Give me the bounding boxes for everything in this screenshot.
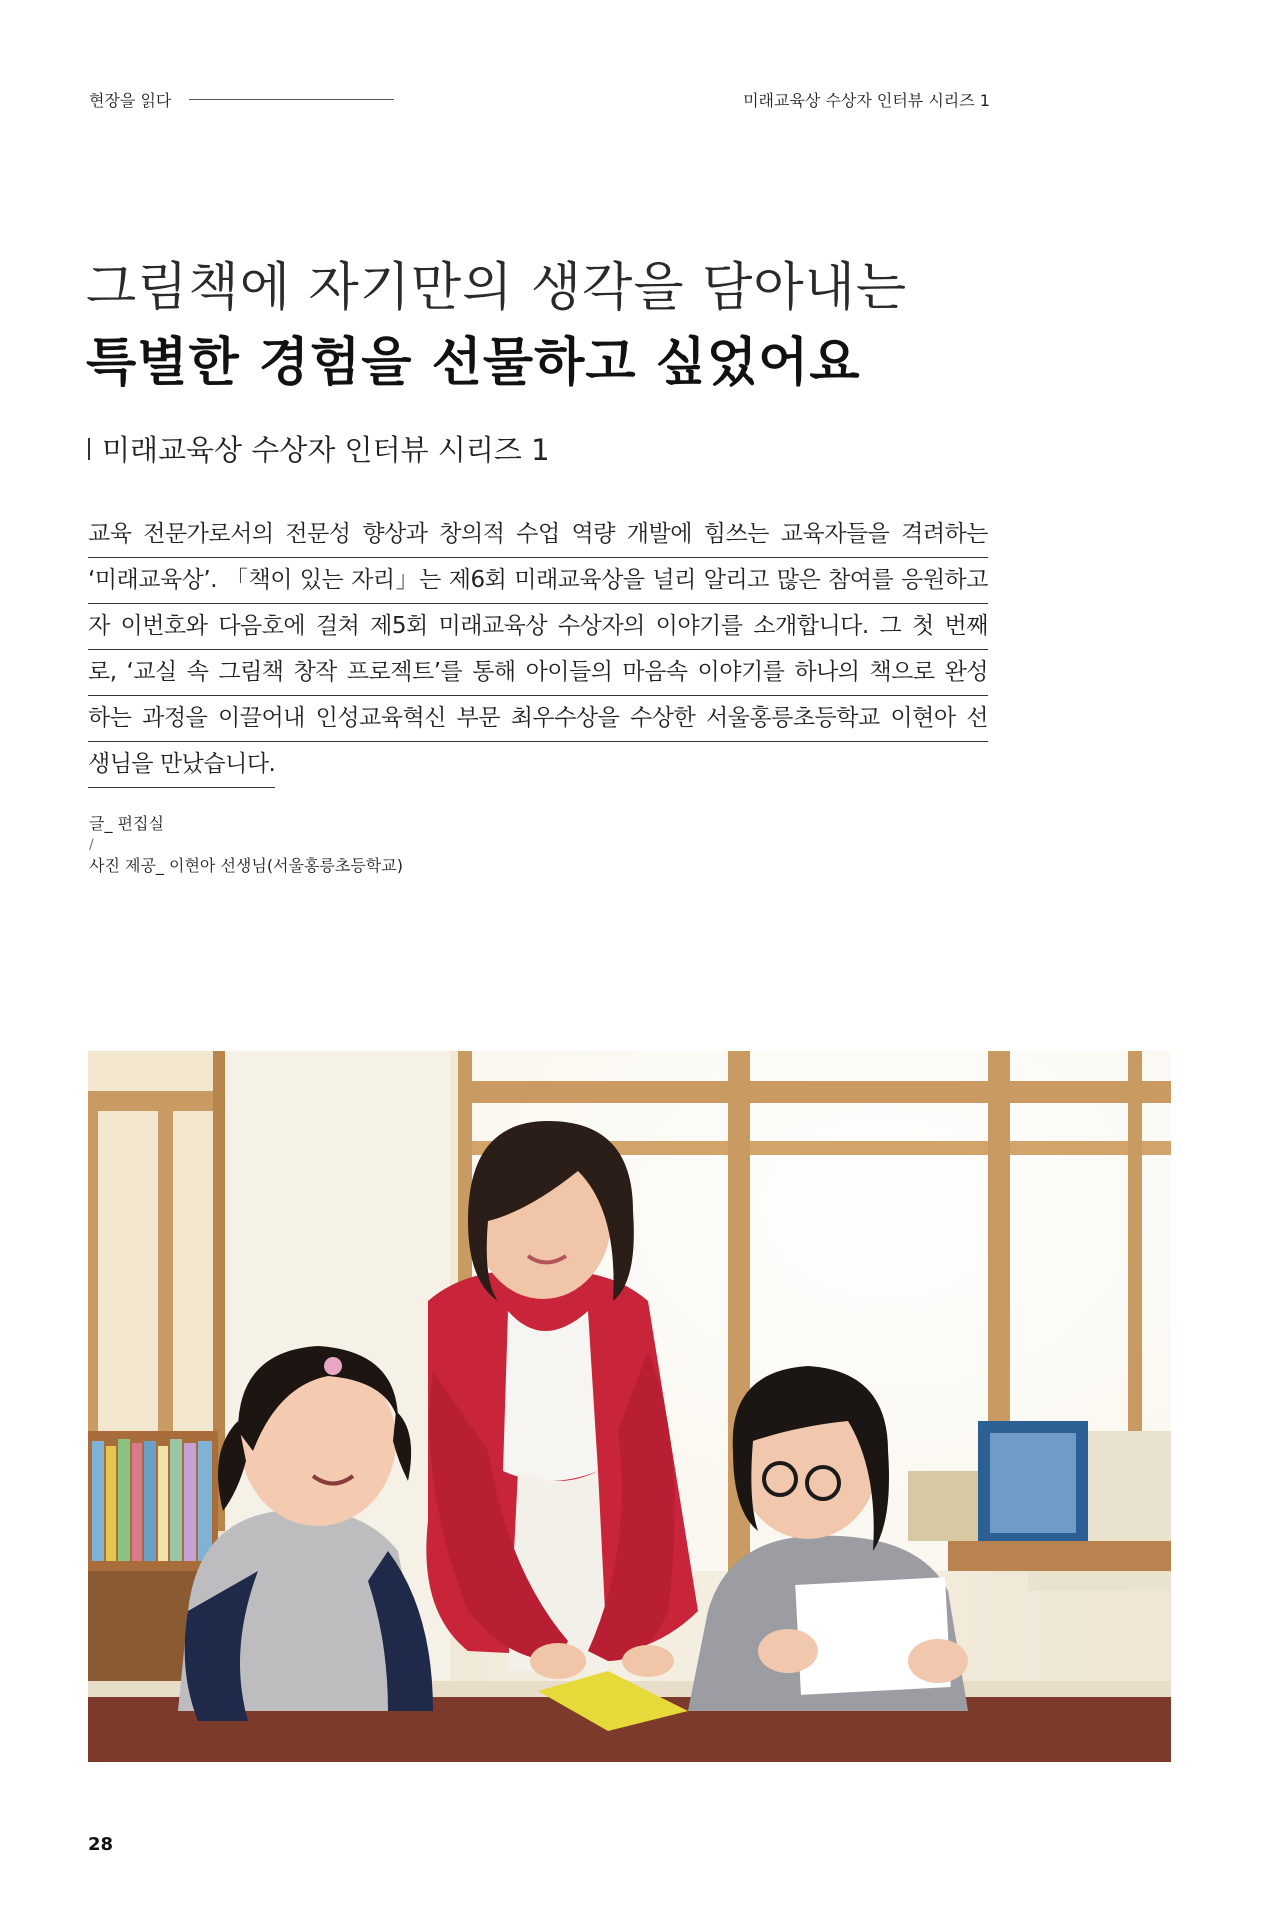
subtitle-bar	[88, 438, 90, 460]
section-header	[89, 88, 394, 111]
intro-line: 교육 전문가로서의 전문성 향상과 창의적 수업 역량 개발에 힘쓰는 교육자들을 격려하는	[88, 512, 988, 558]
page-number: 28	[88, 1834, 114, 1855]
intro-line: 로, ‘교실 속 그림책 창작 프로젝트’를 통해 아이들의 마음속 이야기를 하나의 책으로 완성	[88, 650, 988, 696]
classroom-photo	[88, 1051, 1171, 1762]
intro-line: 하는 과정을 이끌어내 인성교육혁신 부문 최우수상을 수상한 서울홍릉초등학교 이현아 선	[88, 696, 988, 742]
title-line-2: 특별한 경험을 선물하고 싶었어요	[86, 333, 861, 393]
writer-credit: 글_ 편집실	[89, 814, 164, 833]
series-label: 미래교육상 수상자 인터뷰 시리즈 1	[743, 91, 990, 110]
section-label: 현장을 읽다	[89, 91, 172, 110]
header-rule	[189, 99, 394, 100]
intro-line: 생님을 만났습니다.	[88, 742, 275, 788]
article-title	[86, 252, 986, 402]
credits	[89, 812, 403, 878]
subtitle-text: 미래교육상 수상자 인터뷰 시리즈 1	[102, 433, 550, 467]
article-subtitle	[88, 428, 550, 469]
title-line-1: 그림책에 자기만의 생각을 담아내는	[86, 258, 908, 318]
photo-credit: 사진 제공_ 이현아 선생님(서울홍릉초등학교)	[89, 856, 403, 875]
intro-line: 자 이번호와 다음호에 걸쳐 제5회 미래교육상 수상자의 이야기를 소개합니다. 그 첫 번째	[88, 604, 988, 650]
credit-separator: /	[89, 837, 94, 853]
intro-line: ‘미래교육상’. 「책이 있는 자리」는 제6회 미래교육상을 널리 알리고 많은 참여를 응원하고	[88, 558, 988, 604]
intro-paragraph	[88, 512, 988, 788]
